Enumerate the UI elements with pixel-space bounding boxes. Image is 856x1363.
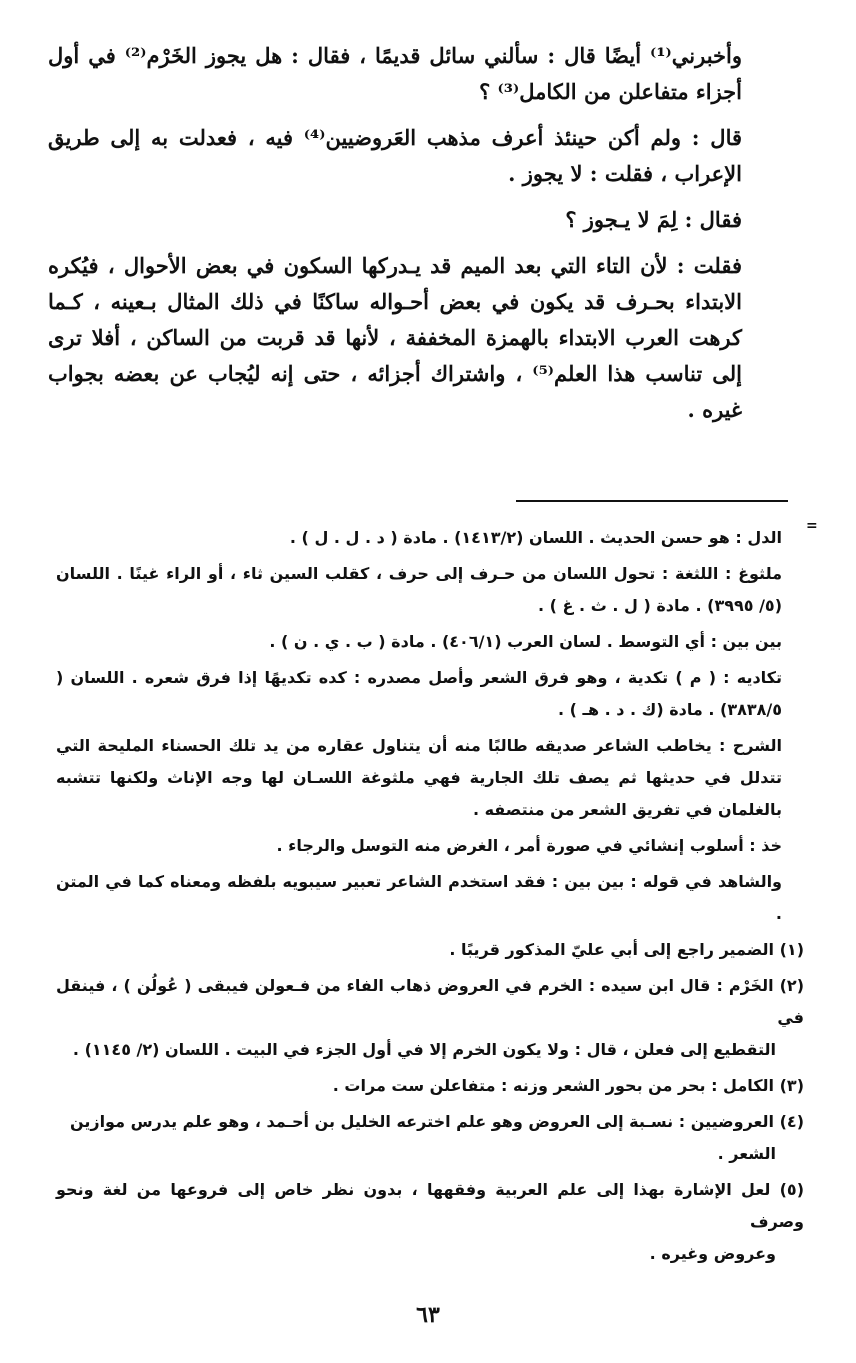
paragraph-3: فقال : لِمَ لا يـجوز ؟ [565,207,742,232]
note-takadih: تكاديه : ( م ) تكدية ، وهو فرق الشعر وأصل مصدره : كده تكديهًا إذا فرق شعره . اللسان ( ٣٨٣٨/٥) . مادة (ك . د . هـ ) . [56,668,782,719]
footnote-separator [516,500,788,502]
paragraph-1: وأخبرني⁽¹⁾ أيضًا قال : سألني سائل قديمًا ، فقال : هل يجوز الخَرْم⁽²⁾ في أول أجزاء متفاعلن من الكامل⁽³⁾ ؟ [48,43,743,104]
paragraph-2: قال : ولم أكن حينئذ أعرف مذهب العَروضيين⁽⁴⁾ فيه ، فعدلت به إلى طريق الإعراب ، فقلت : لا يجوز . [48,125,743,186]
page-number: ٦٣ [416,1302,440,1328]
footnotes [56,522,804,1274]
note-khudh: خذ : أسلوب إنشائي في صورة أمر ، الغرض منه التوسل والرجاء . [276,836,782,855]
note-bayn-bayn: بين بين : أي التوسط . لسان العرب (٤٠٦/١) . مادة ( ب . ي . ن ) . [269,632,782,651]
paragraph-4: فقلت : لأن التاء التي بعد الميم قد يـدركها السكون في بعض الأحوال ، فيُكره الابتداء بحـرف قد يكون في بعض أحـواله ساكنًا في ذلك المثال بـعينه ، كـما كرهت العرب الابتداء بالهمزة المخففة ، لأنها قد قربت من الساكن ، أفلا ترى إلى تناسب هذا العلم⁽⁵⁾ ، واشتراك أجزائه ، حتى إنه ليُجاب عن بعضه بجواب غيره . [48,253,742,422]
footnote-4-line-1: (٤) العروضيين : نسـبة إلى العروض وهو علم اخترعه الخليل بن أحـمد ، وهو علم يدرس موازين [69,1112,804,1131]
footnote-1: (١) الضمير راجع إلى أبي عليّ المذكور قريبًا . [449,940,804,959]
main-text [48,38,790,438]
note-malthugh: ملثوغ : اللثغة : تحول اللسان من حـرف إلى حرف ، كقلب السين ثاء ، أو الراء غينًا . اللسان (٥/ ٣٩٩٥) . مادة ( ل . ث . غ ) . [56,564,782,615]
footnote-2-line-1: (٢) الخَرْم : قال ابن سيده : الخرم في العروض ذهاب الفاء من فـعولن فيبقى ( عُولُن ) ، فينقل في [56,976,804,1027]
footnote-3: (٣) الكامل : بحر من بحور الشعر وزنه : متفاعلن ست مرات . [332,1076,804,1095]
footnote-4-line-2: الشعر . [717,1144,776,1163]
footnote-2 [56,970,804,1066]
note-dal: الدل : هو حسن الحديث . اللسان (١٤١٣/٢) . مادة ( د . ل . ل ) . [289,528,782,547]
footnote-5-line-2: وعروض وغيره . [649,1244,776,1263]
footnote-5-line-1: (٥) لعل الإشارة بهذا إلى علم العربية وفقهها ، بدون نظر خاص إلى فروعها من لغة ونحو وصرف [56,1180,804,1231]
footnote-5 [56,1174,804,1270]
continuation-mark: = [806,518,818,534]
note-sharh: الشرح : يخاطب الشاعر صديقه طالبًا منه أن يتناول عقاره من يد تلك الحسناء المليحة التي تتدلل في حديثها ثم يصف تلك الجارية فهي ملثوغة اللسـان لها وجه الإناث ولكنها تتشبه بالغلمان في تفريق الشعر من منتصفه . [56,736,782,819]
footnote-4 [56,1106,804,1170]
footnote-2-line-2: التقطيع إلى فعلن ، قال : ولا يكون الخرم إلا في أول الجزء في البيت . اللسان (٢/ ١١٤٥) . [72,1040,776,1059]
note-shahid: والشاهد في قوله : بين بين : فقد استخدم الشاعر تعبير سيبويه بلفظه ومعناه كما في المتن . [56,872,782,923]
